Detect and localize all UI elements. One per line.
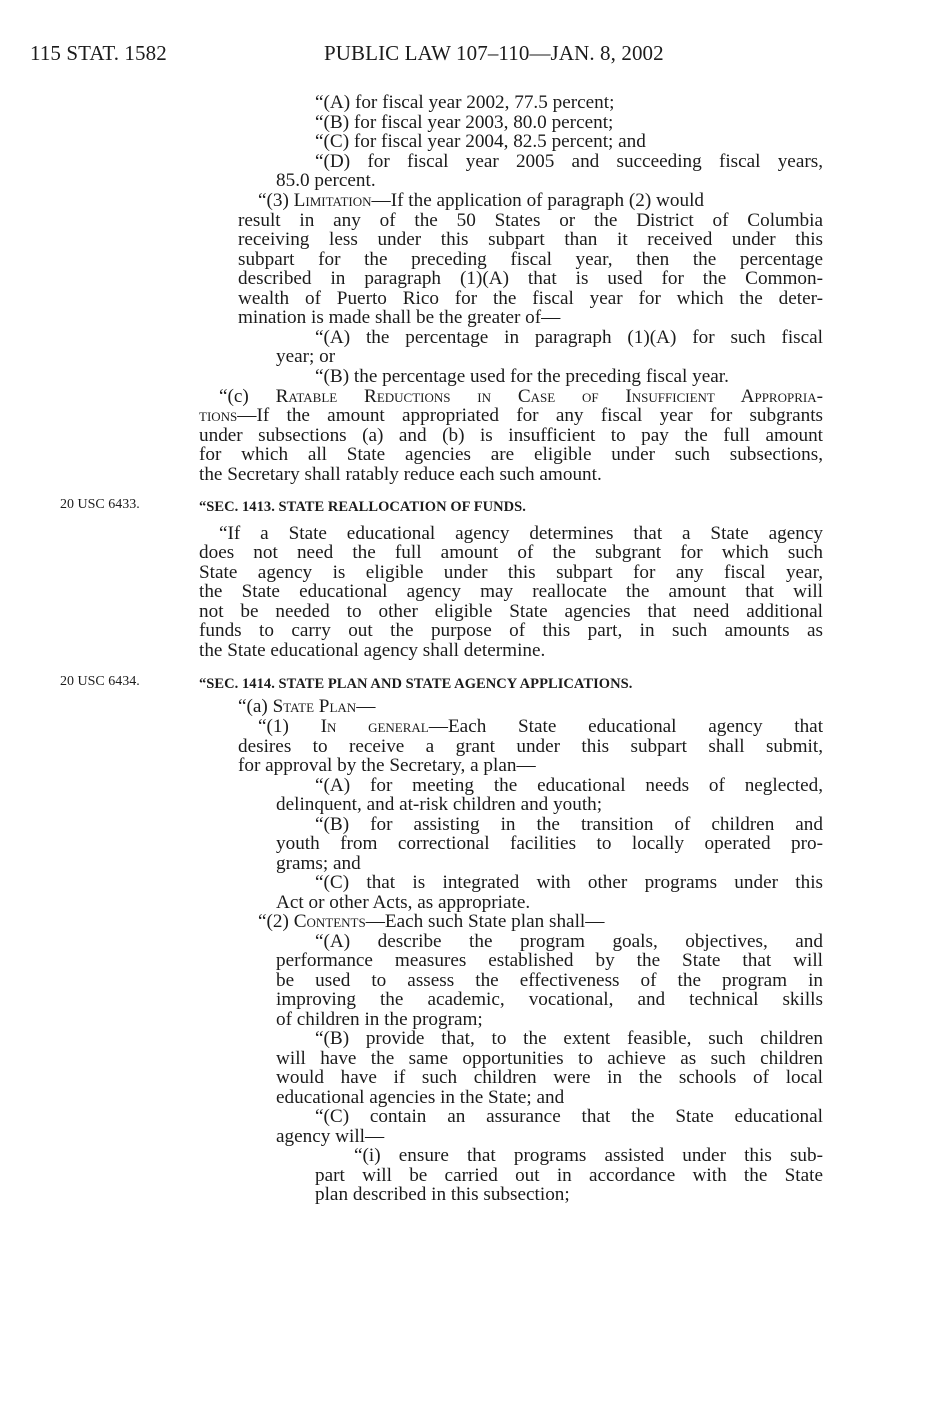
text-line: tions—If the amount appropriated for any fiscal year for subgrants <box>199 405 823 426</box>
section-heading-1413: “SEC. 1413. STATE REALLOCATION OF FUNDS. <box>199 499 526 515</box>
text-line: for which all State agencies are eligible under such subsections, <box>199 444 823 465</box>
text-line: the Secretary shall ratably reduce each such amount. <box>199 464 602 485</box>
text-line: does not need the full amount of the subgrant for which such <box>199 542 823 563</box>
text-line: the State educational agency shall determine. <box>199 640 546 661</box>
text-line: of children in the program; <box>276 1009 483 1030</box>
section-heading-1414: “SEC. 1414. STATE PLAN AND STATE AGENCY APPLICATIONS. <box>199 676 633 692</box>
text-line: 85.0 percent. <box>276 170 376 191</box>
paragraph-heading-in-general: In general <box>320 716 429 737</box>
text-line: State agency is eligible under this subpart for any fiscal year, <box>199 562 823 583</box>
margin-note-usc-6433: 20 USC 6433. <box>60 497 140 512</box>
text-line: described in paragraph (1)(A) that is used for the Common- <box>238 268 823 289</box>
text-line: “(c) Ratable Reductions in Case of Insufficient Appropria- <box>219 386 823 407</box>
text-line: be used to assess the effectiveness of the program in <box>276 970 823 991</box>
text-line: Act or other Acts, as appropriate. <box>276 892 531 913</box>
text-line: part will be carried out in accordance with the State <box>315 1165 823 1186</box>
text-line: receiving less under this subpart than it received under this <box>238 229 823 250</box>
text-line: the State educational agency may reallocate the amount that will <box>199 581 823 602</box>
text-line: “(C) contain an assurance that the State educational <box>315 1106 823 1127</box>
text-line: wealth of Puerto Rico for the fiscal year for which the deter- <box>238 288 823 309</box>
text-line: “(C) that is integrated with other programs under this <box>315 872 823 893</box>
text-line: delinquent, and at-risk children and youth; <box>276 794 603 815</box>
text-line: year; or <box>276 346 336 367</box>
text-line: plan described in this subsection; <box>315 1184 570 1205</box>
text-line: “(i) ensure that programs assisted under this sub- <box>354 1145 823 1166</box>
text-line: agency will— <box>276 1126 385 1147</box>
public-law-header: PUBLIC LAW 107–110—JAN. 8, 2002 <box>324 41 664 65</box>
text-line: performance measures established by the State that will <box>276 950 823 971</box>
text-line: will have the same opportunities to achieve as such children <box>276 1048 823 1069</box>
text-line: “(3) Limitation—If the application of paragraph (2) would <box>258 190 704 211</box>
text-line: “(B) the percentage used for the preceding fiscal year. <box>315 366 729 387</box>
margin-note-usc-6434: 20 USC 6434. <box>60 674 140 689</box>
text-line: educational agencies in the State; and <box>276 1087 565 1108</box>
text-line: “(a) State Plan— <box>238 696 376 717</box>
text-line: “(B) provide that, to the extent feasible, such children <box>315 1028 823 1049</box>
text-line: “(A) for meeting the educational needs of neglected, <box>315 775 823 796</box>
text-line: mination is made shall be the greater of— <box>238 307 561 328</box>
text-line: desires to receive a grant under this subpart shall submit, <box>238 736 823 757</box>
text-line: result in any of the 50 States or the District of Columbia <box>238 210 823 231</box>
text-line: “(B) for assisting in the transition of children and <box>315 814 823 835</box>
text-line: would have if such children were in the schools of local <box>276 1067 823 1088</box>
text-line: for approval by the Secretary, a plan— <box>238 755 536 776</box>
text-line: “(B) for fiscal year 2003, 80.0 percent; <box>315 112 614 133</box>
text-line: “(2) Contents—Each such State plan shall— <box>258 911 605 932</box>
paragraph-heading-limitation: “(3) Limitation <box>258 190 372 211</box>
text-line: “(A) describe the program goals, objectives, and <box>315 931 823 952</box>
text-line: not be needed to other eligible State agencies that need additional <box>199 601 823 622</box>
text-line: “(A) the percentage in paragraph (1)(A) for such fiscal <box>315 327 823 348</box>
text-line: funds to carry out the purpose of this part, in such amounts as <box>199 620 823 641</box>
text-line: youth from correctional facilities to locally operated pro- <box>276 833 823 854</box>
text-line: “(C) for fiscal year 2004, 82.5 percent; and <box>315 131 646 152</box>
subsection-heading-state-plan: State Plan <box>272 696 357 717</box>
text-line: grams; and <box>276 853 361 874</box>
text-line: “(D) for fiscal year 2005 and succeeding fiscal years, <box>315 151 823 172</box>
text-line: improving the academic, vocational, and technical skills <box>276 989 823 1010</box>
subsection-heading-ratable-reductions: Ratable Reductions in Case of Insufficient Appropria- <box>275 386 823 407</box>
text-line: subpart for the preceding fiscal year, then the percentage <box>238 249 823 270</box>
text-line: “(A) for fiscal year 2002, 77.5 percent; <box>315 92 615 113</box>
text-line: under subsections (a) and (b) is insufficient to pay the full amount <box>199 425 823 446</box>
statute-page-number: 115 STAT. 1582 <box>30 41 167 65</box>
text-line: “(1) In general—Each State educational agency that <box>258 716 824 737</box>
subsection-heading-ratable-reductions-cont: tions <box>199 405 238 426</box>
text-line: “If a State educational agency determines that a State agency <box>219 523 823 544</box>
paragraph-heading-contents: Contents <box>293 911 366 932</box>
